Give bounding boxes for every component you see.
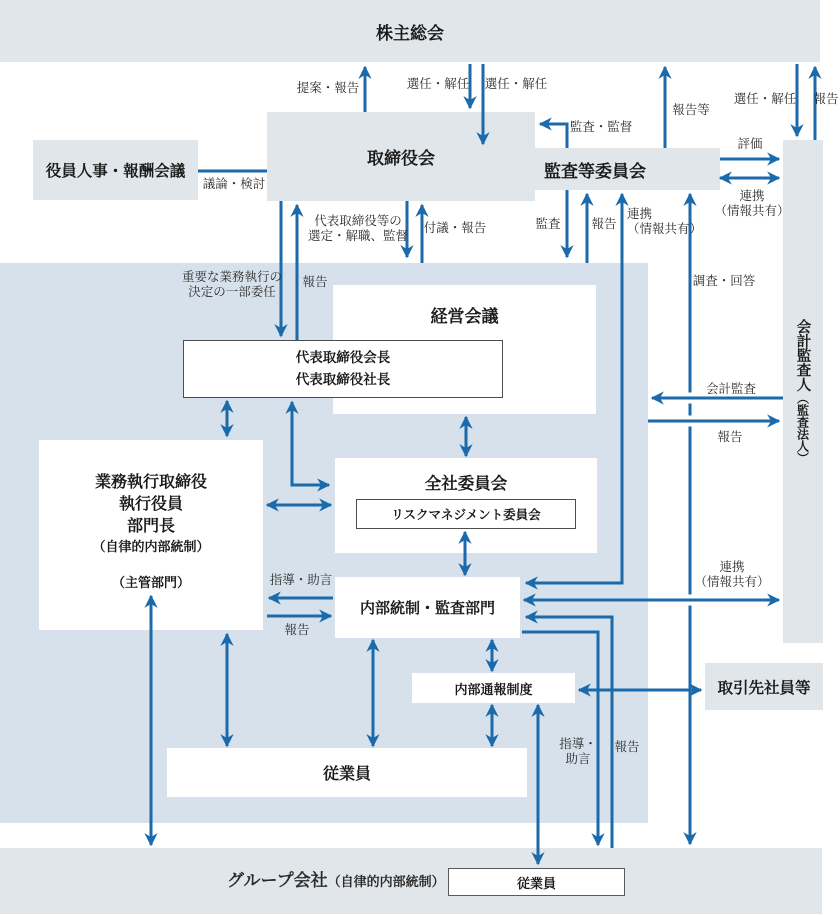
representative-line2: 代表取締役社長	[295, 372, 391, 387]
edge-label-delegation: 重要な業務執行の 決定の一部委任	[181, 270, 283, 299]
connector-audit-supervision	[540, 124, 567, 148]
edge-label-coop-ic-auditor: 連携 （情報共有）	[694, 560, 770, 589]
node-company-committee: 全社委員会	[335, 458, 597, 553]
node-risk-committee: リスクマネジメント委員会	[356, 499, 576, 529]
node-group-employees: 従業員	[448, 868, 625, 896]
edge-label-investigation-response: 調査・回答	[692, 274, 756, 288]
executive-line3: 部門長	[126, 518, 175, 535]
edge-label-audit-supervision: 監査・監督	[569, 120, 633, 134]
group-company-main: グループ会社	[227, 871, 328, 890]
executive-line5: （主管部門）	[111, 575, 190, 590]
edge-label-coop-committee: 連携 （情報共有）	[627, 207, 703, 236]
node-management-meeting: 経営会議	[333, 285, 596, 414]
node-internal-control: 内部統制・監査部門	[335, 577, 520, 638]
node-board: 取締役会	[267, 112, 535, 201]
edge-label-appoint-committee: 選任・解任	[484, 77, 548, 91]
edge-label-guidance-advice: 指導・助言	[269, 573, 333, 587]
edge-label-appoint-representative: 代表取締役等の 選定・解職、監督	[307, 214, 409, 243]
executive-line1: 業務執行取締役	[94, 474, 207, 491]
node-shareholders-label: 株主総会	[376, 23, 444, 43]
group-company-sub: （自律的内部統制）	[327, 874, 445, 889]
edge-label-evaluation: 評価	[737, 137, 763, 151]
edge-label-report-to-committee: 報告	[591, 217, 617, 231]
node-representative	[183, 340, 503, 398]
edge-label-report-to-auditor: 報告	[717, 430, 743, 444]
edge-label-report-to-shareholders: 報告	[813, 92, 839, 106]
node-officer-personnel: 役員人事・報酬会議	[33, 140, 198, 200]
edge-label-accounting-audit: 会計監査	[705, 382, 757, 396]
node-whistleblowing: 内部通報制度	[412, 673, 575, 703]
node-audit-committee: 監査等委員会	[470, 148, 720, 190]
executive-line4: （自律的内部統制）	[92, 539, 210, 554]
group-company-label	[227, 871, 445, 891]
edge-label-appoint-board: 選任・解任	[406, 77, 470, 91]
edge-label-report-to-board: 報告	[302, 275, 328, 289]
executive-line2: 執行役員	[118, 496, 183, 513]
node-employees: 従業員	[167, 748, 527, 797]
edge-label-report-group: 報告	[614, 740, 640, 754]
edge-label-guidance-group: 指導・ 助言	[559, 737, 597, 766]
edge-label-report-to-ic: 報告	[284, 623, 310, 637]
accounting-auditor-sub: （監査法人）	[795, 391, 810, 464]
edge-label-referral-report: 付議・報告	[423, 221, 487, 235]
node-business-partners: 取引先社員等	[705, 663, 823, 710]
edge-label-proposal-report: 提案・報告	[296, 81, 360, 95]
edge-label-coop-top: 連携 （情報共有）	[714, 189, 790, 218]
edge-label-report-etc: 報告等	[672, 103, 710, 117]
edge-label-audit: 監査	[535, 217, 561, 231]
edge-label-discussion-review: 議論・検討	[202, 177, 266, 191]
edge-label-appoint-auditor: 選任・解任	[733, 92, 797, 106]
representative-line1: 代表取締役会長	[295, 350, 391, 365]
node-shareholders	[0, 0, 820, 62]
accounting-auditor-main: 会計監査人	[794, 319, 811, 392]
node-executive	[39, 440, 263, 630]
